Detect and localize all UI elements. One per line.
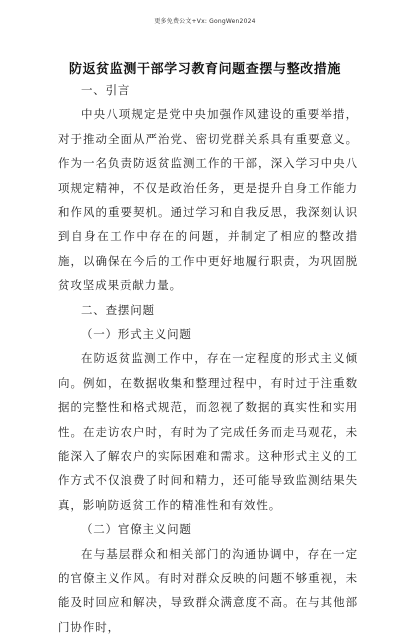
section-heading-issues: 二、查摆问题	[81, 302, 155, 317]
subsection-heading-formalism: （一）形式主义问题	[81, 327, 192, 342]
subsection-heading-bureaucratism: （二）官僚主义问题	[81, 522, 192, 537]
intro-paragraph: 中央八项规定是党中央加强作风建设的重要举措，对于推动全面从严治党、密切党群关系具有重要意义。作为一名负责防返贫监测工作的干部，深入学习中央八项规定精神，不仅是政治任务，更是提升自身工作能力和作风的重要契机。通过学习和自我反思，我深刻认识到自身在工作中存在的问题，并制定了相应的整改措施，以确保在今后的工作中更好地履行职责，为巩固脱贫攻坚成果贡献力量。	[58, 107, 358, 293]
document-body	[58, 78, 358, 639]
header-note: 更多免费公文+Vx: GongWen2024	[154, 18, 256, 25]
formalism-paragraph: 在防返贫监测工作中，存在一定程度的形式主义倾向。例如，在数据收集和整理过程中，有时过于注重数据的完整性和格式规范，而忽视了数据的真实性和实用性。在走访农户时，有时为了完成任务而走马观花，未能深入了解农户的实际困难和需求。这种形式主义的工作方式不仅浪费了时间和精力，还可能导致监测结果失真，影响防返贫工作的精准性和有效性。	[58, 351, 358, 512]
bureaucratism-paragraph: 在与基层群众和相关部门的沟通协调中，存在一定的官僚主义作风。有时对群众反映的问题不够重视，未能及时回应和解决，导致群众满意度不高。在与其他部门协作时，	[58, 546, 358, 634]
document-title: 防返贫监测干部学习教育问题查摆与整改措施	[68, 62, 341, 77]
section-heading-intro: 一、引言	[81, 83, 131, 97]
